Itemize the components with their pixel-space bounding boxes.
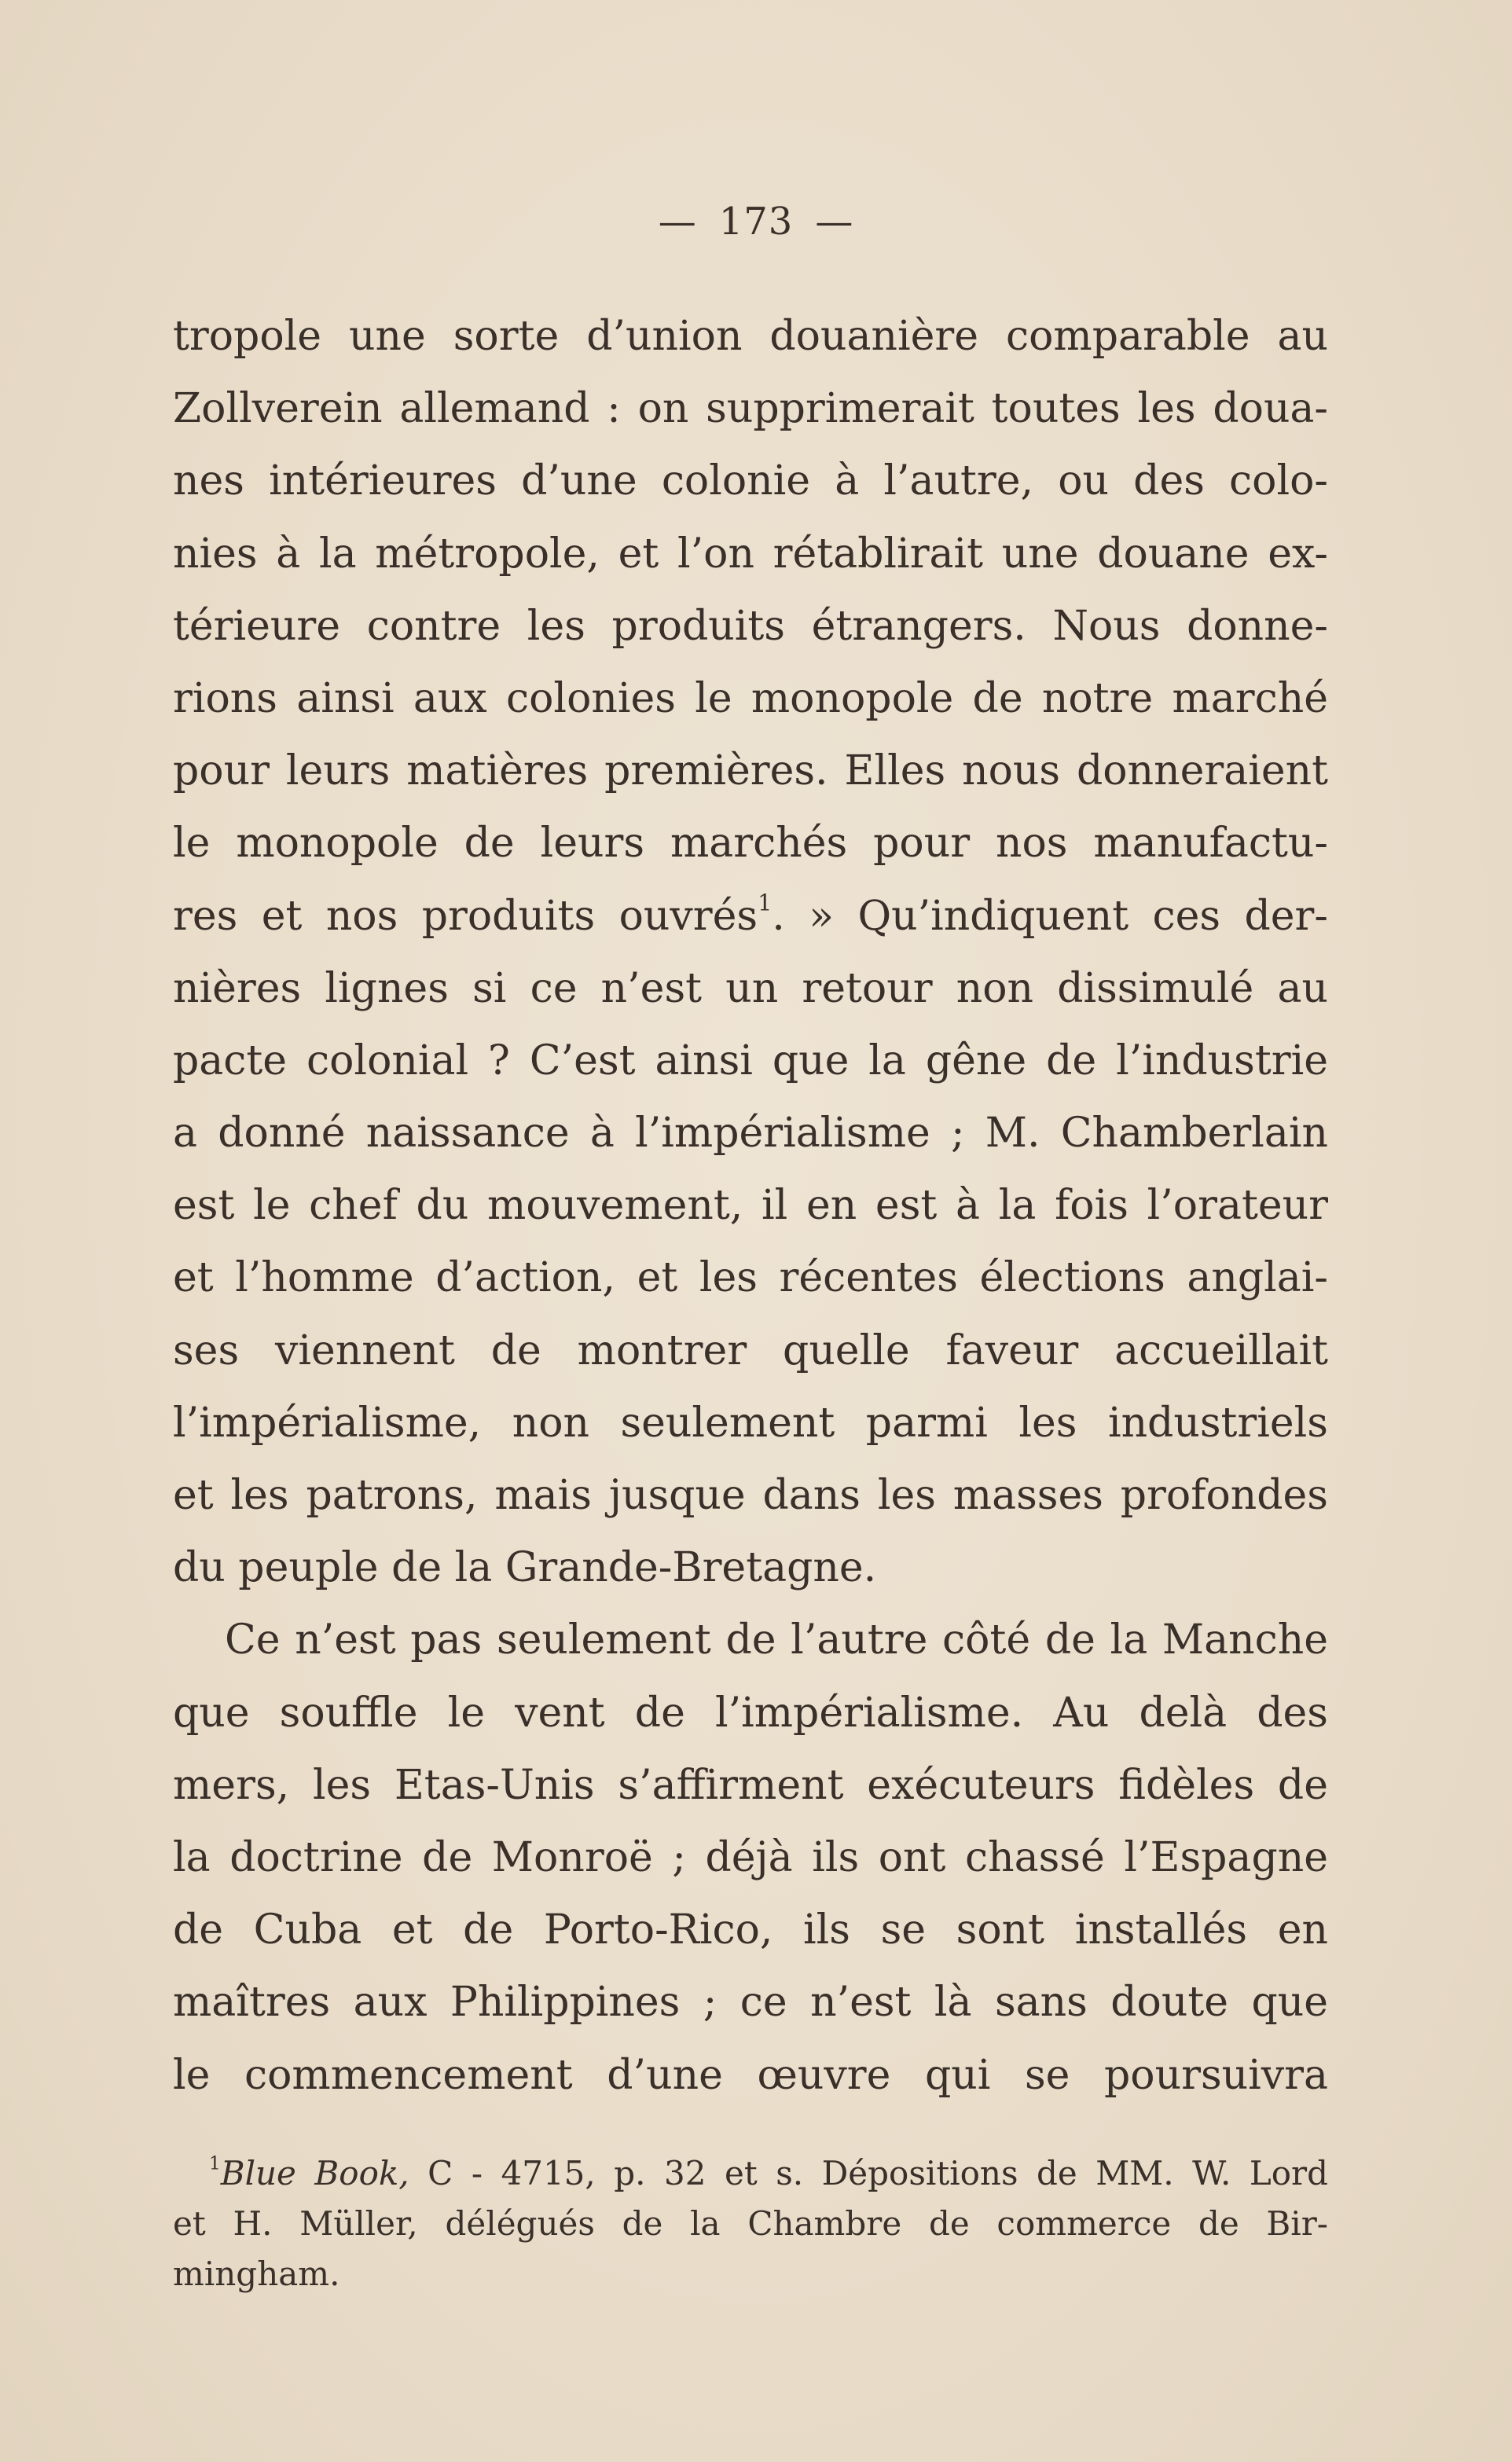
text-line: a donné naissance à l’impérialisme ; M. Chamberlain	[173, 1110, 1328, 1158]
text-line: Ce n’est pas seulement de l’autre côté de la Manche	[225, 1616, 1328, 1664]
footnote-line: et H. Müller, délégués de la Chambre de commerce de Bir-	[173, 2204, 1328, 2243]
text-segment: . » Qu’indiquent ces der-	[772, 892, 1328, 940]
text-line: mers, les Etas-Unis s’affirment exécuteurs fidèles de	[173, 1761, 1328, 1809]
text-line: ses viennent de montrer quelle faveur accueillait	[173, 1326, 1328, 1374]
footnote-line: mingham.	[173, 2255, 340, 2293]
text-line: le monopole de leurs marchés pour nos manufactu-	[173, 820, 1328, 868]
text-line: de Cuba et de Porto-Rico, ils se sont installés en	[173, 1906, 1328, 1954]
dash-left: —	[658, 200, 697, 244]
text-line: le commencement d’une œuvre qui se poursuivra	[173, 2051, 1328, 2099]
text-line: pacte colonial ? C’est ainsi que la gêne de l’industrie	[173, 1037, 1328, 1084]
footnote-marker: 1	[209, 2153, 221, 2174]
text-line: la doctrine de Monroë ; déjà ils ont chassé l’Espagne	[173, 1833, 1328, 1881]
text-line: tropole une sorte d’union douanière comparable au	[173, 313, 1328, 360]
text-line: l’impérialisme, non seulement parmi les industriels	[173, 1399, 1328, 1447]
dash-right: —	[815, 200, 854, 244]
footnote-reference: 1	[758, 889, 773, 916]
text-line: Zollverein allemand : on supprimerait toutes les doua-	[173, 385, 1328, 433]
text-segment: res et nos produits ouvrés	[173, 892, 758, 940]
text-line	[173, 880, 1328, 952]
text-line: rions ainsi aux colonies le monopole de notre marché	[173, 674, 1328, 722]
footnote-title: Blue Book,	[220, 2154, 409, 2192]
page-number: 173	[718, 200, 794, 244]
text-line: maîtres aux Philippines ; ce n’est là sans doute que	[173, 1979, 1328, 2027]
text-line: du peuple de la Grande-Bretagne.	[173, 1544, 877, 1592]
footnote	[173, 2148, 1328, 2299]
text-line: nes intérieures d’une colonie à l’autre, ou des colo-	[173, 457, 1328, 505]
text-line: nières lignes si ce n’est un retour non dissimulé au	[173, 964, 1328, 1012]
text-line: et les patrons, mais jusque dans les masses profondes	[173, 1472, 1328, 1519]
text-line: nies à la métropole, et l’on rétablirait une douane ex-	[173, 530, 1328, 578]
text-line: que souffle le vent de l’impérialisme. Au delà des	[173, 1689, 1328, 1737]
footnote-text: C - 4715, p. 32 et s. Dépositions de MM. W. Lord	[409, 2154, 1328, 2192]
text-line: térieure contre les produits étrangers. Nous donne-	[173, 602, 1328, 650]
page-number-header	[0, 198, 1512, 245]
text-line: et l’homme d’action, et les récentes élections anglai-	[173, 1254, 1328, 1302]
footnote-line	[173, 2148, 1328, 2199]
body-text	[173, 300, 1328, 2112]
text-line: pour leurs matières premières. Elles nous donneraient	[173, 747, 1328, 795]
text-line: est le chef du mouvement, il en est à la fois l’orateur	[173, 1182, 1328, 1230]
